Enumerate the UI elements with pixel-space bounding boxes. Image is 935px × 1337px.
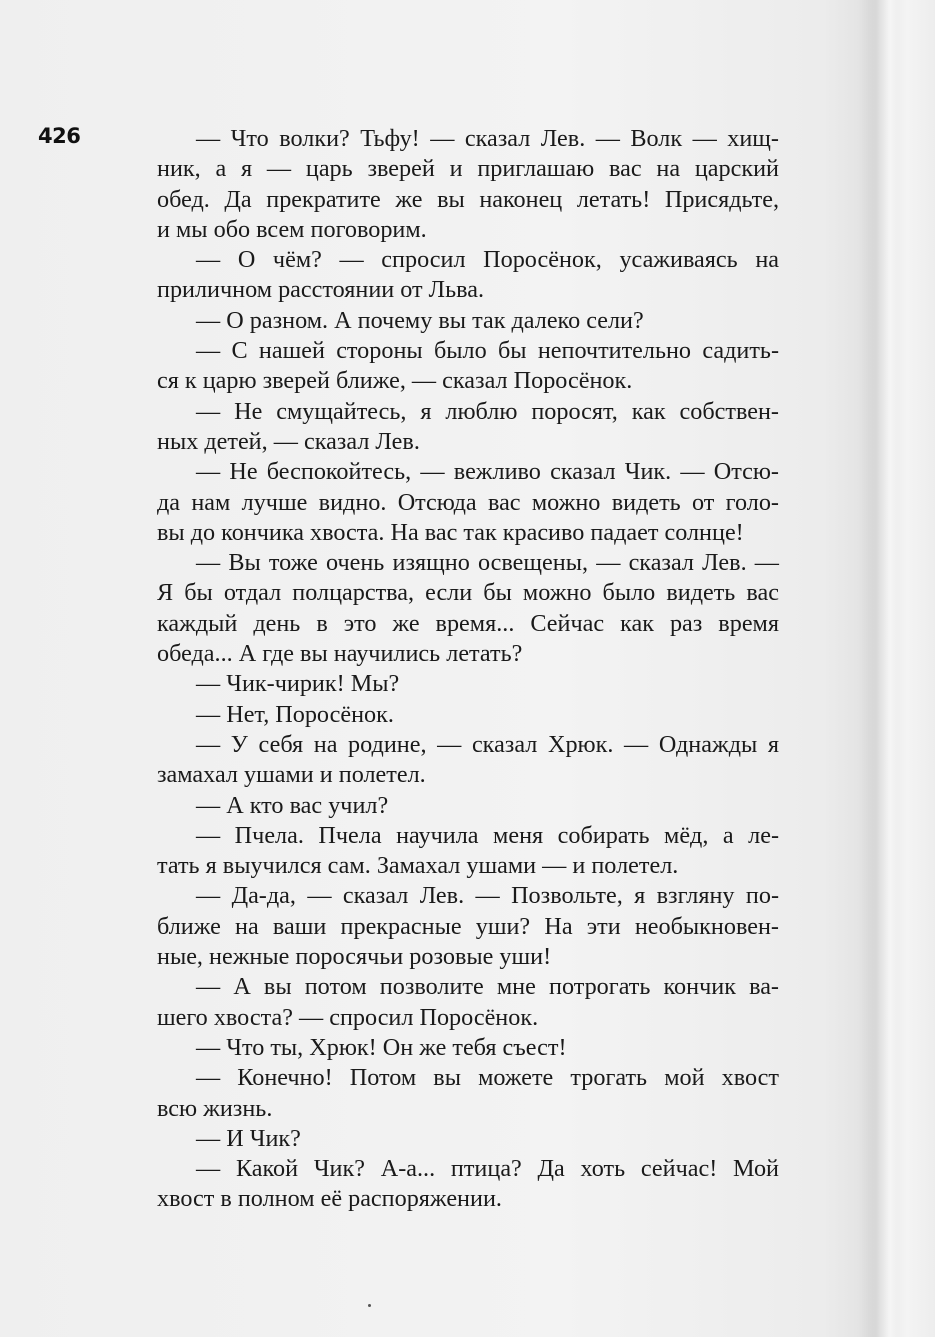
text-line: хвост в полном её распоряжении. (157, 1185, 502, 1213)
text-line: — Пчела. Пчела научила меня собирать мёд, а ле- (196, 821, 779, 849)
text-line: ные, нежные поросячьи розовые уши! (157, 943, 552, 971)
page-number: 426 (38, 124, 81, 148)
text-line: каждый день в это же время... Сейчас как раз время (157, 609, 779, 637)
paragraph (157, 548, 779, 669)
text-line: — Что ты, Хрюк! Он же тебя съест! (196, 1033, 567, 1061)
page-spine-shadow (858, 0, 898, 1337)
text-line: — Конечно! Потом вы можете трогать мой хвост (196, 1064, 779, 1092)
text-line: ник, а я — царь зверей и приглашаю вас на царский (157, 155, 779, 183)
paragraph (157, 245, 779, 306)
text-line: — О чём? — спросил Поросёнок, усаживаясь на (196, 246, 779, 274)
text-line: приличном расстоянии от Льва. (157, 276, 484, 304)
paragraph (157, 1154, 779, 1215)
text-line: и мы обо всем поговорим. (157, 215, 427, 243)
paragraph (157, 1063, 779, 1124)
text-line: — Что волки? Тьфу! — сказал Лев. — Волк — хищ- (196, 125, 779, 152)
text-body (157, 124, 779, 1215)
text-line: всю жизнь. (157, 1094, 273, 1122)
text-line: шего хвоста? — спросил Поросёнок. (157, 1003, 539, 1031)
text-line: — Да-да, — сказал Лев. — Позвольте, я взгляну по- (196, 882, 779, 910)
print-speck (368, 1304, 371, 1307)
text-line: Я бы отдал полцарства, если бы можно было видеть вас (157, 579, 779, 607)
text-line: да нам лучше видно. Отсюда вас можно видеть от голо- (157, 488, 779, 516)
paragraph (157, 881, 779, 972)
paragraph (157, 1124, 779, 1154)
paragraph (157, 457, 779, 548)
text-line: обеда... А где вы научились летать? (157, 640, 523, 668)
text-line: замахал ушами и полетел. (157, 761, 426, 789)
text-line: — И Чик? (196, 1124, 301, 1152)
text-line: — Вы тоже очень изящно освещены, — сказал Лев. — (196, 549, 779, 577)
paragraph (157, 1033, 779, 1063)
text-line: обед. Да прекратите же вы наконец летать! Присядьте, (157, 185, 779, 213)
text-line: — Не беспокойтесь, — вежливо сказал Чик. — Отсю- (196, 458, 779, 486)
text-line: ся к царю зверей ближе, — сказал Поросёнок. (157, 367, 633, 395)
text-line: вы до кончика хвоста. На вас так красиво падает солнце! (157, 518, 744, 546)
paragraph (157, 972, 779, 1033)
text-line: — Не смущайтесь, я люблю поросят, как собствен- (196, 397, 779, 425)
text-line: — Чик-чирик! Мы? (196, 670, 400, 698)
text-line: ных детей, — сказал Лев. (157, 427, 420, 455)
paragraph (157, 336, 779, 397)
paragraph (157, 821, 779, 882)
text-line: — О разном. А почему вы так далеко сели? (196, 306, 644, 334)
text-line: — А вы потом позволите мне потрогать кончик ва- (196, 973, 779, 1001)
paragraph (157, 730, 779, 791)
paragraph (157, 124, 779, 245)
text-line: — А кто вас учил? (196, 791, 389, 819)
paragraph (157, 700, 779, 730)
paragraph (157, 306, 779, 336)
text-line: — Нет, Поросёнок. (196, 700, 394, 728)
text-line: — У себя на родине, — сказал Хрюк. — Однажды я (196, 730, 779, 758)
text-line: тать я выучился сам. Замахал ушами — и полетел. (157, 852, 679, 880)
paragraph (157, 791, 779, 821)
paragraph (157, 397, 779, 458)
text-line: — Какой Чик? А-а... птица? Да хоть сейчас! Мой (196, 1155, 779, 1183)
text-line: — С нашей стороны было бы непочтительно садить- (196, 337, 779, 365)
text-line: ближе на ваши прекрасные уши? На эти необыкновен- (157, 912, 779, 940)
paragraph (157, 669, 779, 699)
